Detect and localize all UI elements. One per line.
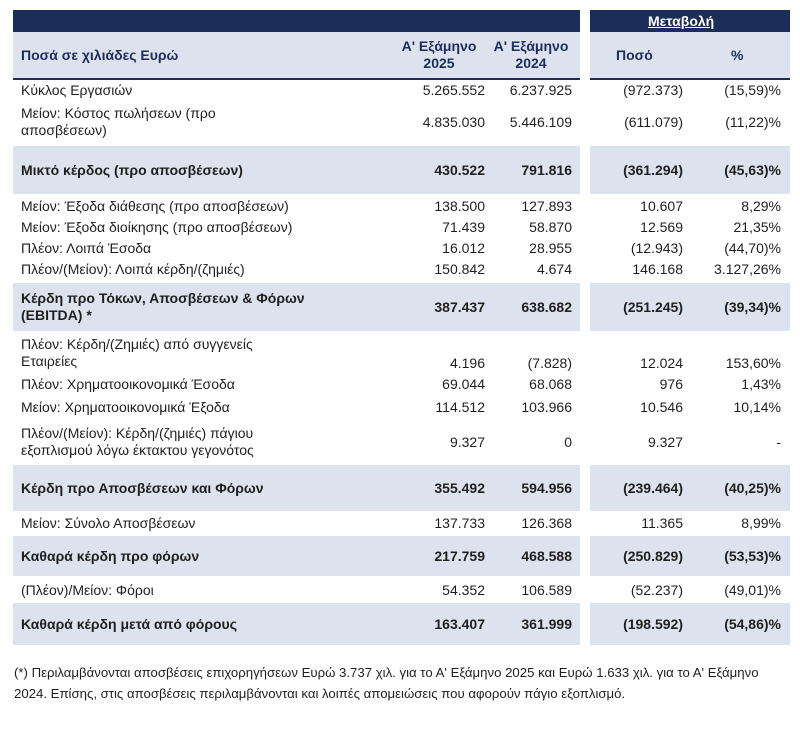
change-amount: 12.569 <box>640 219 683 235</box>
row-label: Πλέον/(Μείον): Λοιπά κέρδη/(ζημιές) <box>21 261 245 277</box>
row-label: Κύκλος Εργασιών <box>21 81 133 98</box>
row-depreciation <box>13 513 790 534</box>
change-amount: (12.943) <box>630 240 683 256</box>
change-amount: (611.079) <box>624 113 683 130</box>
row-label: Μικτό κέρδος (προ αποσβέσεων) <box>21 161 243 178</box>
header-col2: Α' Εξάμηνο 2024 <box>493 38 569 71</box>
row-other-gains <box>13 259 790 280</box>
change-pct: 153,60% <box>725 354 781 371</box>
value-h1-2025: 4.196 <box>449 354 485 371</box>
row-finance-expenses <box>13 397 790 418</box>
row-label: Κέρδη προ Αποσβέσεων και Φόρων <box>21 479 264 496</box>
change-pct: 3.127,26% <box>714 261 781 277</box>
row-ebt-before-depreciation <box>13 465 790 511</box>
row-label: (Πλέον)/Μείον: Φόροι <box>21 582 154 598</box>
value-h1-2025: 16.012 <box>442 240 485 256</box>
value-h1-2025: 163.407 <box>434 615 485 632</box>
value-h1-2024: 126.368 <box>521 515 572 531</box>
header-change-amount: Ποσό <box>616 47 653 63</box>
header-col1: Α' Εξάμηνο 2025 <box>401 38 477 71</box>
row-taxes <box>13 580 790 601</box>
change-amount: 146.168 <box>632 261 683 277</box>
change-amount: 10.546 <box>640 399 683 415</box>
value-h1-2025: 5.265.552 <box>422 81 485 98</box>
change-title: Μεταβολή <box>648 13 715 29</box>
change-amount: (972.373) <box>623 81 683 98</box>
value-h1-2025: 387.437 <box>434 298 485 315</box>
row-other-income <box>13 238 790 259</box>
row-label: Καθαρά κέρδη προ φόρων <box>21 547 200 564</box>
row-label: Μείον: Χρηματοοικονομικά Έξοδα <box>21 399 230 415</box>
change-pct: (53,53)% <box>724 547 781 564</box>
value-h1-2024: 638.682 <box>521 298 572 315</box>
value-h1-2024: 594.956 <box>521 479 572 496</box>
change-amount: (250.829) <box>623 547 683 564</box>
value-h1-2024: 468.588 <box>521 547 572 564</box>
row-label: Πλέον: Χρηματοοικονομικά Έσοδα <box>21 376 235 392</box>
change-amount: (251.245) <box>623 298 683 315</box>
row-ebitda <box>13 283 790 331</box>
header-row <box>13 32 790 78</box>
row-profit-before-tax <box>13 536 790 576</box>
row-associates <box>13 333 790 373</box>
row-gross-profit <box>13 146 790 194</box>
value-h1-2025: 150.842 <box>434 261 485 277</box>
value-h1-2024: 0 <box>564 433 572 450</box>
value-h1-2024: 28.955 <box>529 240 572 256</box>
change-pct: 8,29% <box>741 198 781 214</box>
row-selling-expenses <box>13 196 790 217</box>
row-admin-expenses <box>13 217 790 238</box>
row-equipment-gains <box>13 421 790 463</box>
footnote: (*) Περιλαμβάνονται αποσβέσεις επιχορηγήσεων Ευρώ 3.737 χιλ. για το Α' Εξάμηνο 2025 και Ευρώ 1.633 χιλ. για το Α' Εξάμηνο 2024. Επίσης, στις αποσβέσεις περιλαμβάνονται και λοιπές απομειώσεις που αφορούν πάγιο εξοπλισμό. <box>14 665 759 701</box>
value-h1-2025: 71.439 <box>442 219 485 235</box>
change-amount: 976 <box>659 376 683 392</box>
row-revenue <box>13 80 790 100</box>
value-h1-2024: 103.966 <box>521 399 572 415</box>
row-label: Μείον: Κόστος πωλήσεων (προ αποσβέσεων) <box>21 105 216 138</box>
row-net-profit <box>13 603 790 645</box>
change-pct: (15,59)% <box>724 81 781 98</box>
row-label: Πλέον: Κέρδη/(Ζημιές) από συγγενείς Εταιρείες <box>21 336 253 369</box>
row-finance-income <box>13 374 790 395</box>
change-pct: (11,22)% <box>725 113 781 130</box>
row-cost-of-sales <box>13 102 790 142</box>
change-amount: 12.024 <box>640 354 683 371</box>
value-h1-2024: 6.237.925 <box>509 81 572 98</box>
value-h1-2024: 68.068 <box>529 376 572 392</box>
value-h1-2024: 106.589 <box>521 582 572 598</box>
change-pct: 10,14% <box>733 399 781 415</box>
header-label: Ποσά σε χιλιάδες Ευρώ <box>21 47 179 63</box>
change-amount: 11.365 <box>641 515 683 531</box>
value-h1-2024: 127.893 <box>521 198 572 214</box>
row-label: Πλέον/(Μείον): Κέρδη/(ζημιές) πάγιου εξοπλισμού λόγω έκτακτου γεγονότος <box>21 425 254 458</box>
change-pct: (45,63)% <box>724 161 781 178</box>
change-pct: (39,34)% <box>724 298 781 315</box>
row-label: Μείον: Σύνολο Αποσβέσεων <box>21 515 196 531</box>
header-change-pct: % <box>731 47 744 63</box>
value-h1-2024: 5.446.109 <box>509 113 572 130</box>
value-h1-2024: 4.674 <box>536 261 572 277</box>
change-pct: (44,70)% <box>724 240 781 256</box>
change-pct: (54,86)% <box>724 615 781 632</box>
row-label: Κέρδη προ Τόκων, Αποσβέσεων & Φόρων (EBITDA) * <box>21 290 305 323</box>
row-label: Μείον: Έξοδα διάθεσης (προ αποσβέσεων) <box>21 198 289 214</box>
change-amount: (52.237) <box>630 582 683 598</box>
change-pct: (40,25)% <box>724 479 781 496</box>
change-pct: 21,35% <box>733 219 781 235</box>
change-amount: 10.607 <box>640 198 683 214</box>
change-amount: (198.592) <box>623 615 683 632</box>
value-h1-2025: 138.500 <box>434 198 485 214</box>
value-h1-2025: 137.733 <box>434 515 485 531</box>
value-h1-2024: (7.828) <box>527 354 572 371</box>
value-h1-2025: 114.512 <box>435 399 485 415</box>
row-label: Καθαρά κέρδη μετά από φόρους <box>21 615 237 632</box>
change-amount: (239.464) <box>623 479 683 496</box>
value-h1-2025: 69.044 <box>442 376 485 392</box>
value-h1-2025: 355.492 <box>434 479 485 496</box>
value-h1-2024: 58.870 <box>529 219 572 235</box>
change-amount: (361.294) <box>623 161 683 178</box>
value-h1-2025: 9.327 <box>449 433 485 450</box>
value-h1-2025: 4.835.030 <box>422 113 485 130</box>
change-pct: 8,99% <box>741 515 781 531</box>
row-label: Πλέον: Λοιπά Έσοδα <box>21 240 152 256</box>
change-pct: (49,01)% <box>724 582 781 598</box>
value-h1-2024: 791.816 <box>521 161 572 178</box>
row-label: Μείον: Έξοδα διοίκησης (προ αποσβέσεων) <box>21 219 293 235</box>
change-pct: - <box>776 433 781 450</box>
value-h1-2025: 54.352 <box>442 582 485 598</box>
change-amount: 9.327 <box>647 433 683 450</box>
header-bar-left <box>13 10 580 32</box>
value-h1-2025: 430.522 <box>434 161 485 178</box>
change-pct: 1,43% <box>741 376 781 392</box>
value-h1-2025: 217.759 <box>434 547 485 564</box>
value-h1-2024: 361.999 <box>521 615 572 632</box>
